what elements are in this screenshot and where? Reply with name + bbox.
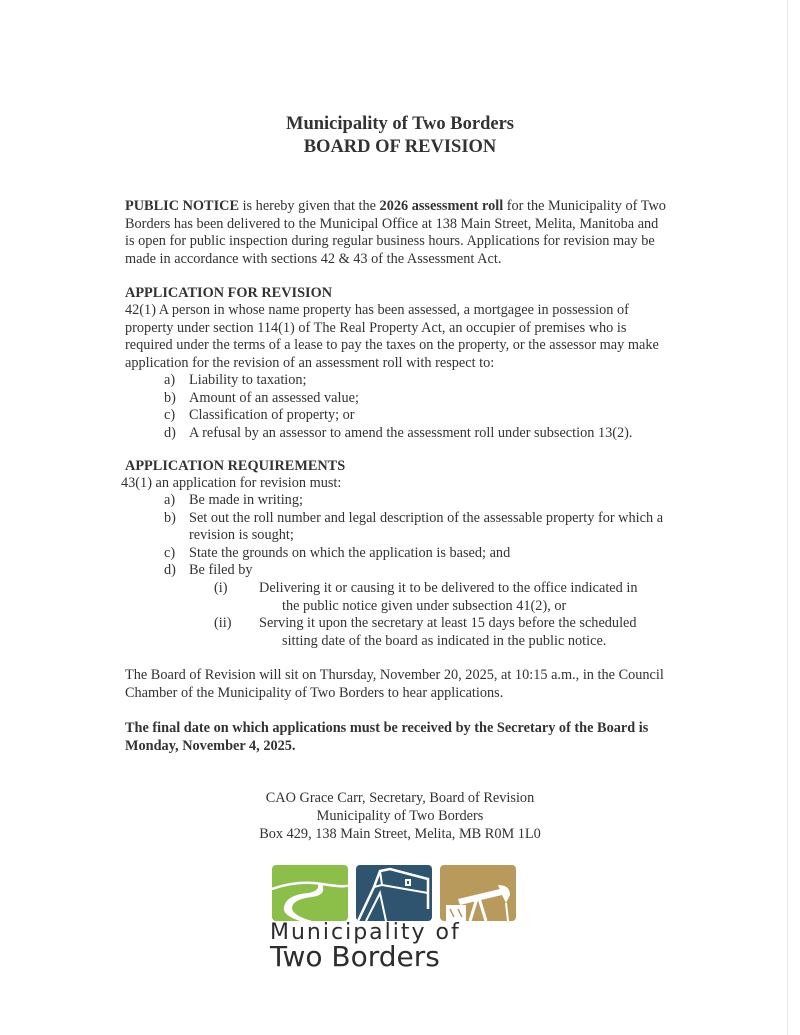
sublist-item [214,580,674,615]
list-text: Amount of an assessed value; [189,389,359,406]
revision-list [164,372,633,442]
list-text: Set out the roll number and legal description of the assessable property for which a revision is sought; [189,509,664,543]
list-text: A refusal by an assessor to amend the assessment roll under subsection 13(2). [189,424,633,441]
list-item [164,562,664,580]
list-marker: c) [164,544,176,561]
public-notice-paragraph [125,198,670,268]
final-date-paragraph: The final date on which applications must be received by the Secretary of the Board is Monday, November 4, 2025. [125,720,649,754]
list-item [164,372,633,390]
signature-line-2: Municipality of Two Borders [316,808,484,824]
list-item [164,425,633,443]
list-item [164,390,633,408]
list-text: Classification of property; or [189,407,355,423]
list-text: Be filed by [189,562,253,578]
list-marker: b) [164,509,176,526]
list-marker: d) [164,424,176,441]
list-marker: d) [164,562,176,578]
notice-text-2: for the Municipality of Two Borders has been delivered to the Municipal Office at 138 Main Street, Melita, Manitoba and is open for public inspection during regular business hours. Applications for revision may be made in accordance with sections 42 & 43 of the Assessment Act. [125,198,666,267]
sitting-paragraph: The Board of Revision will sit on Thursday, November 20, 2025, at 10:15 a.m., in the Council Chamber of the Municipality of Two Borders to hear applications. [125,667,664,701]
list-marker: a) [164,372,176,388]
notice-text-1: is hereby given that the [239,198,380,214]
public-notice-lead: PUBLIC NOTICE [125,198,239,214]
municipality-logo [270,865,520,971]
sublist-line2: sitting date of the board as indicated in the public notice. [282,632,607,649]
sublist-marker: (ii) [214,615,232,631]
assessment-roll-bold: 2026 assessment roll [379,198,504,214]
sublist-line1: Serving it upon the secretary at least 15 days before the scheduled [259,615,637,631]
signature-block [0,789,800,843]
signature-line-3: Box 429, 138 Main Street, Melita, MB R0M 1L0 [259,826,541,842]
list-text: Liability to taxation; [189,372,307,388]
oil-pumpjack-icon [440,865,516,921]
signature-line-1: CAO Grace Carr, Secretary, Board of Revision [265,790,535,806]
list-item [164,510,664,545]
list-marker: c) [164,407,176,423]
list-text: State the grounds on which the application is based; and [189,544,511,561]
document-title: Municipality of Two Borders [286,114,514,134]
logo-text-line-2: Two Borders [270,940,440,973]
requirements-list [164,492,664,580]
river-landscape-icon [272,865,348,921]
sublist-marker: (i) [214,580,228,596]
list-marker: a) [164,492,176,508]
list-marker: b) [164,389,176,406]
revision-heading: APPLICATION FOR REVISION [125,285,333,301]
requirements-heading: APPLICATION REQUIREMENTS [125,458,346,474]
revision-body: 42(1) A person in whose name property has been assessed, a mortgagee in possession of property under section 114(1) of The Real Property Act, an occupier of premises who is required under the terms of a lease to pay the taxes on the property, or the assessor may make application for the revision of an assessment roll with respect to: [125,302,659,371]
list-item [164,545,664,563]
sublist-line2: the public notice given under subsection 41(2), or [282,597,567,614]
logo-text-line-1: Municipality of [270,920,461,945]
list-item [164,492,664,510]
document-subtitle: BOARD OF REVISION [303,137,497,157]
requirements-body: 43(1) an application for revision must: [121,475,342,491]
list-item [164,407,633,425]
sublist-item [214,615,674,650]
grain-elevator-icon [356,865,432,921]
list-text: Be made in writing; [189,492,303,508]
sublist-line1: Delivering it or causing it to be delivered to the office indicated in [259,580,638,596]
